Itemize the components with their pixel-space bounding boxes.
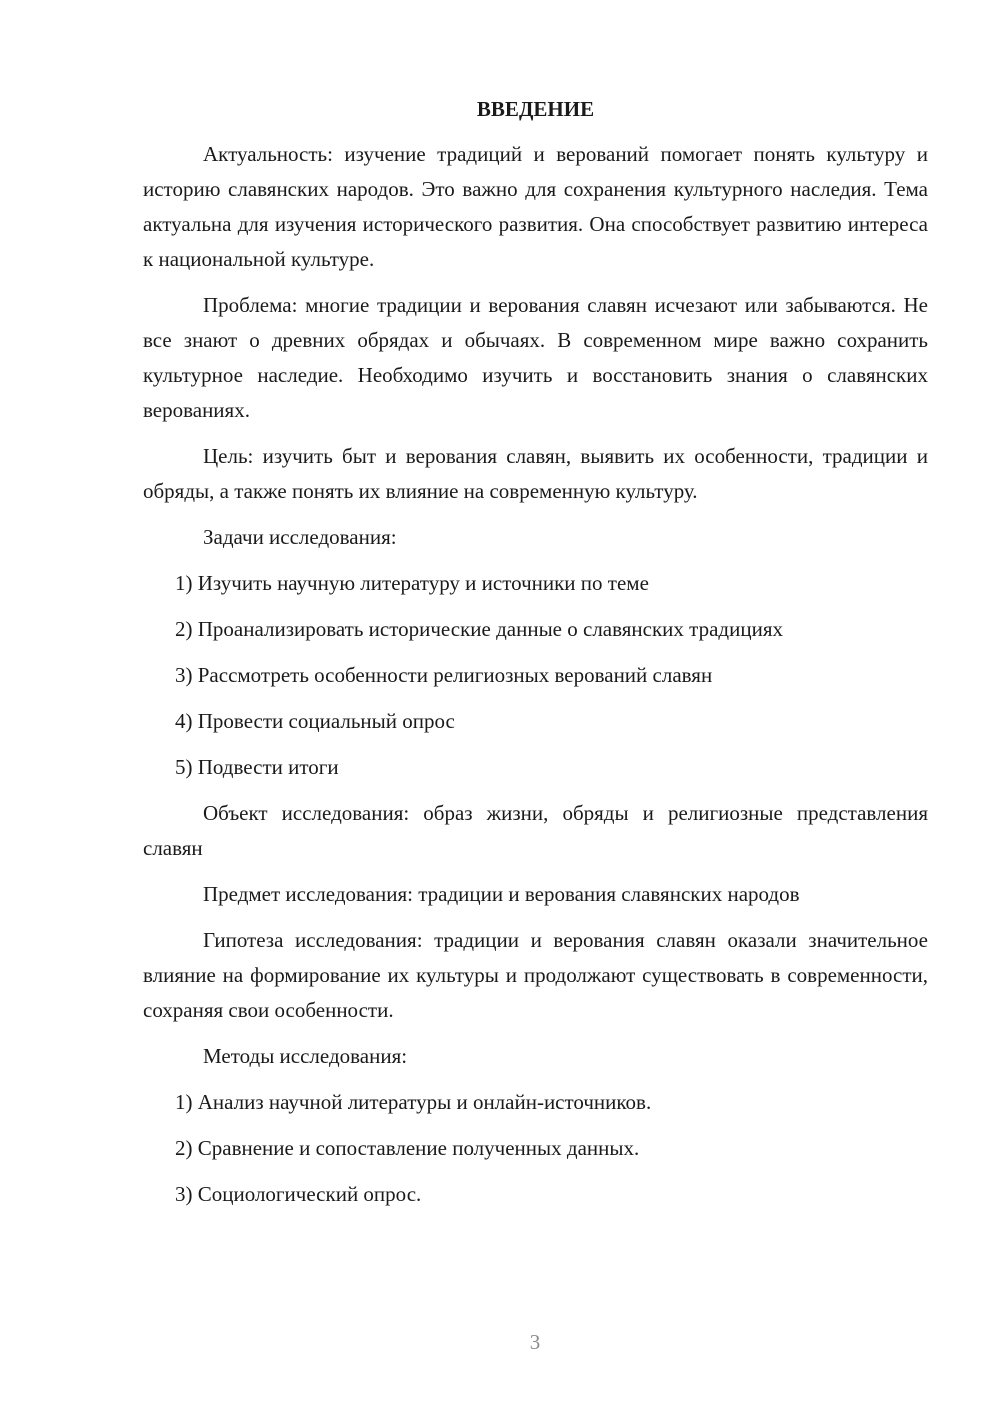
subject-paragraph: Предмет исследования: традиции и верования славянских народов [203, 882, 800, 906]
goal-paragraph: Цель: изучить быт и верования славян, выявить их особенности, традиции и обряды, а также понять их влияние на современную культуру. [143, 444, 928, 503]
tasks-list [143, 566, 928, 785]
methods-list [143, 1085, 928, 1212]
list-item-method-2: 2) Сравнение и сопоставление полученных данных. [175, 1136, 640, 1160]
relevance-paragraph: Актуальность: изучение традиций и верований помогает понять культуру и историю славянских народов. Это важно для сохранения культурного наследия. Тема актуальна для изучения исторического развития. Она способствует развитию интереса к национальной культуре. [143, 142, 928, 271]
list-item-task-1: 1) Изучить научную литературу и источники по теме [175, 571, 649, 595]
page-number: 3 [529, 1330, 541, 1354]
hypothesis-paragraph: Гипотеза исследования: традиции и верования славян оказали значительное влияние на формирование их культуры и продолжают существовать в современности, сохраняя свои особенности. [143, 928, 928, 1022]
list-item-task-5: 5) Подвести итоги [175, 755, 339, 779]
page-title: ВВЕДЕНИЕ [476, 97, 595, 121]
object-paragraph: Объект исследования: образ жизни, обряды и религиозные представления славян [143, 801, 928, 860]
list-item-task-2: 2) Проанализировать исторические данные о славянских традициях [175, 617, 783, 641]
list-item-task-4: 4) Провести социальный опрос [175, 709, 455, 733]
document-page [143, 92, 928, 1223]
list-item-method-1: 1) Анализ научной литературы и онлайн-источников. [175, 1090, 652, 1114]
list-item-task-3: 3) Рассмотреть особенности религиозных верований славян [175, 663, 713, 687]
tasks-heading: Задачи исследования: [203, 525, 397, 549]
problem-paragraph: Проблема: многие традиции и верования славян исчезают или забываются. Не все знают о древних обрядах и обычаях. В современном мире важно сохранить культурное наследие. Необходимо изучить и восстановить знания о славянских верованиях. [143, 293, 928, 422]
list-item-method-3: 3) Социологический опрос. [175, 1182, 422, 1206]
methods-heading: Методы исследования: [203, 1044, 408, 1068]
